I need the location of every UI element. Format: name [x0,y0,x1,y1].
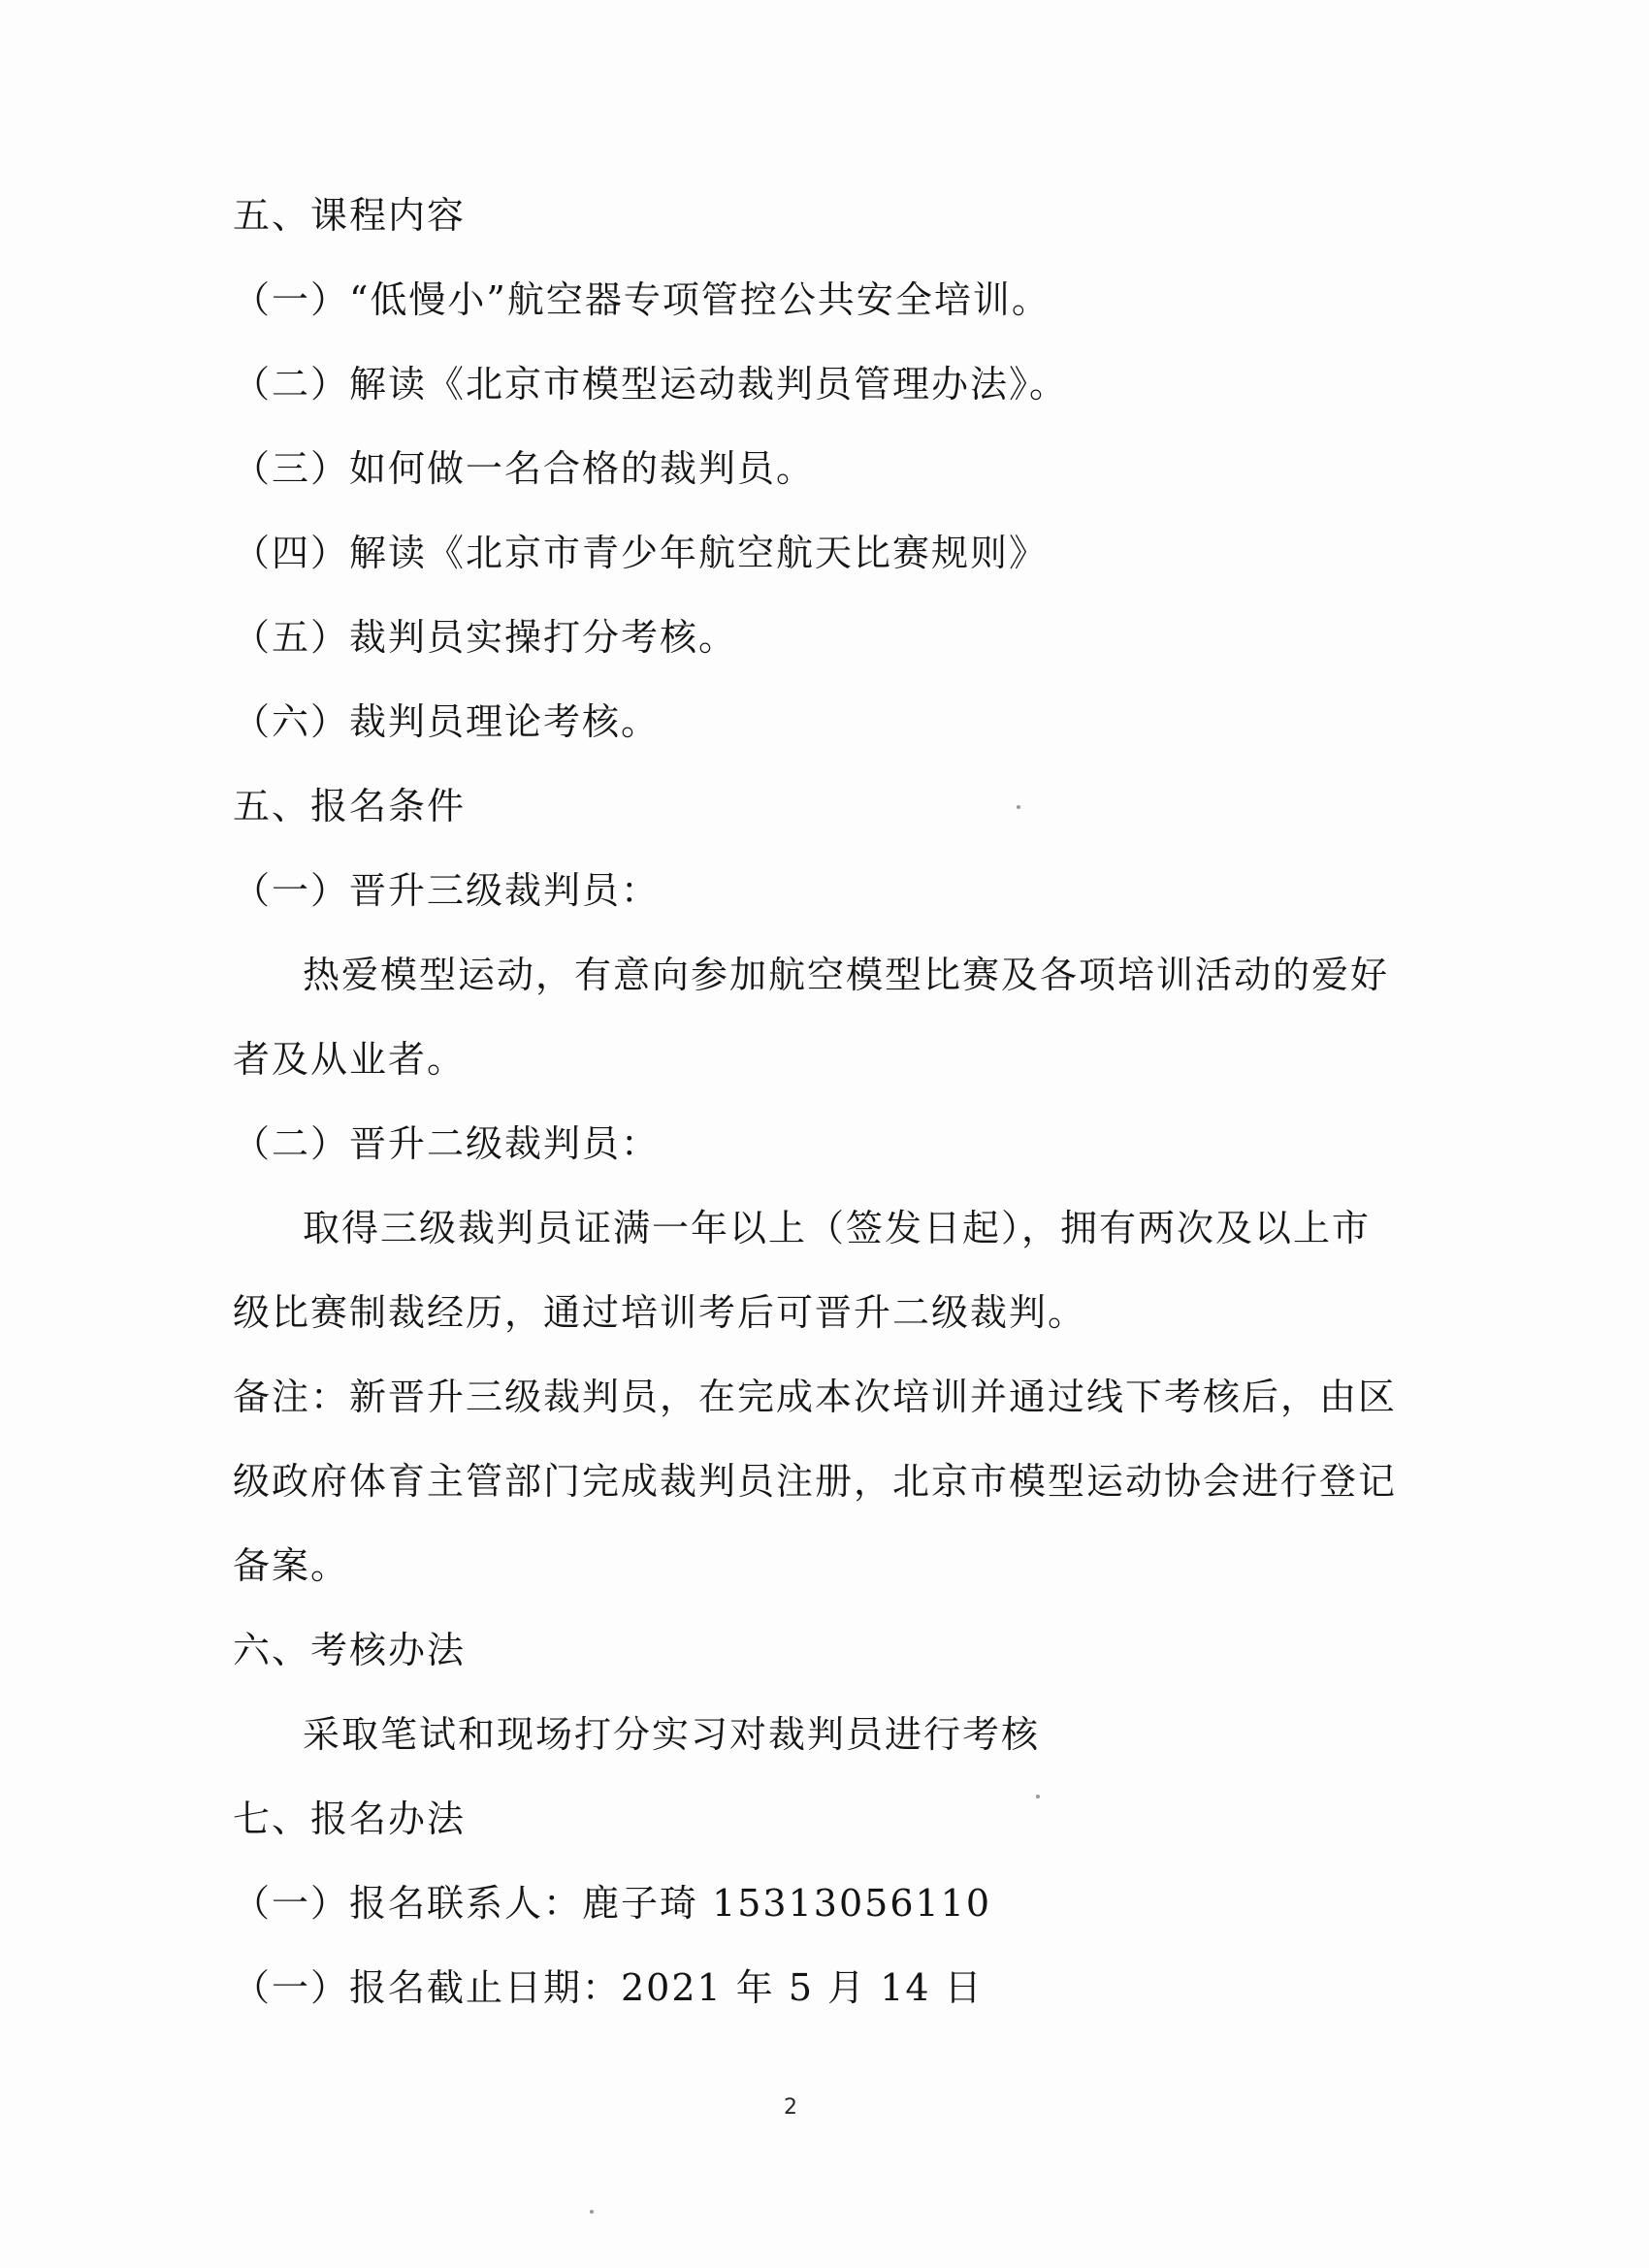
section-heading-course-content: 五、课程内容 [233,194,467,237]
page-number: 2 [784,2095,797,2120]
scan-speck [590,2210,594,2214]
registration-deadline: （一）报名截止日期：2021 年 5 月 14 日 [233,1966,984,2009]
section-heading-registration: 七、报名办法 [233,1798,467,1840]
course-item-6: （六）裁判员理论考核。 [233,700,661,743]
eligibility-level2-heading: （二）晋升二级裁判员： [233,1122,661,1165]
course-item-4: （四）解读《北京市青少年航空航天比赛规则》 [233,532,1049,574]
section-heading-eligibility: 五、报名条件 [233,785,467,827]
eligibility-level3-heading: （一）晋升三级裁判员： [233,869,661,912]
course-item-1: （一）“低慢小”航空器专项管控公共安全培训。 [233,278,1051,321]
scan-speck [1017,805,1020,809]
note-line2: 级政府体育主管部门完成裁判员注册，北京市模型运动协会进行登记 [233,1460,1398,1503]
eligibility-level2-text-line1: 取得三级裁判员证满一年以上（签发日起），拥有两次及以上市 [303,1207,1372,1249]
scan-speck [1036,1795,1040,1798]
section-heading-assessment: 六、考核办法 [233,1629,467,1671]
registration-contact: （一）报名联系人：鹿子琦 15313056110 [233,1882,992,1925]
note-line3: 备案。 [233,1544,350,1587]
assessment-text: 采取笔试和现场打分实习对裁判员进行考核 [303,1713,1041,1756]
note-line1: 备注：新晋升三级裁判员，在完成本次培训并通过线下考核后，由区 [233,1376,1398,1418]
course-item-5: （五）裁判员实操打分考核。 [233,616,738,659]
eligibility-level3-text-line2: 者及从业者。 [233,1038,467,1081]
eligibility-level3-text-line1: 热爱模型运动，有意向参加航空模型比赛及各项培训活动的爱好 [303,954,1390,996]
course-item-3: （三）如何做一名合格的裁判员。 [233,447,816,490]
eligibility-level2-text-line2: 级比赛制裁经历，通过培训考后可晋升二级裁判。 [233,1291,1087,1334]
course-item-2: （二）解读《北京市模型运动裁判员管理办法》。 [233,363,1069,405]
